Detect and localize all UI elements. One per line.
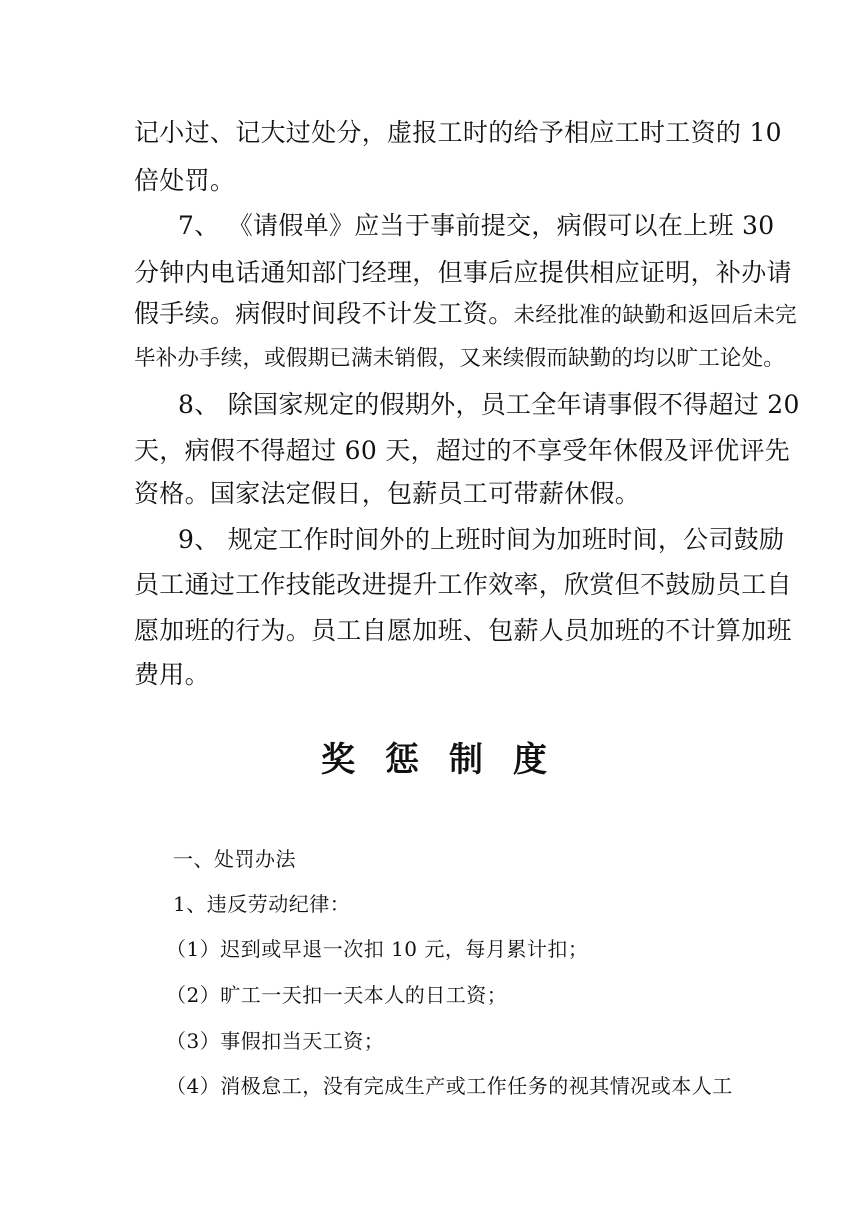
section-title: 奖惩制度 xyxy=(321,740,577,780)
paragraph-line: 倍处罚。 xyxy=(134,166,236,195)
list-item: （3）事假扣当天工资； xyxy=(166,1029,385,1053)
paragraph-line: 费用。 xyxy=(134,660,210,689)
section-subheading: 1、违反劳动纪律： xyxy=(173,892,351,916)
paragraph-line: 9、 规定工作时间外的上班时间为加班时间，公司鼓励 xyxy=(178,525,785,554)
list-item: （4）消极怠工，没有完成生产或工作任务的视其情况或本人工 xyxy=(166,1074,733,1098)
paragraph-line: 8、 除国家规定的假期外，员工全年请事假不得超过 20 xyxy=(178,390,800,419)
list-item: （2）旷工一天扣一天本人的日工资； xyxy=(166,983,508,1007)
list-item: （1）迟到或早退一次扣 10 元，每月累计扣； xyxy=(166,937,589,961)
paragraph-line: 员工通过工作技能改进提升工作效率，欣赏但不鼓励员工自 xyxy=(134,570,792,599)
paragraph-line-part: 假手续。病假时间段不计发工资。 xyxy=(134,299,514,328)
paragraph-line: 分钟内电话通知部门经理，但事后应提供相应证明，补办请 xyxy=(134,258,792,287)
paragraph-line: 愿加班的行为。员工自愿加班、包薪人员加班的不计算加班 xyxy=(134,616,792,645)
paragraph-line: 7、 《请假单》应当于事前提交，病假可以在上班 30 xyxy=(178,211,775,240)
paragraph-line: 毕补办手续，或假期已满未销假，又来续假而缺勤的均以旷工论处。 xyxy=(134,346,786,371)
paragraph-line xyxy=(134,299,797,331)
paragraph-line: 天，病假不得超过 60 天，超过的不享受年休假及评优评先 xyxy=(134,436,791,465)
paragraph-line: 记小过、记大过处分，虚报工时的给予相应工时工资的 10 xyxy=(134,118,782,147)
paragraph-line-part: 未经批准的缺勤和返回后未完 xyxy=(513,303,797,328)
section-heading: 一、处罚办法 xyxy=(173,847,296,871)
paragraph-line: 资格。国家法定假日，包薪员工可带薪休假。 xyxy=(134,479,641,508)
